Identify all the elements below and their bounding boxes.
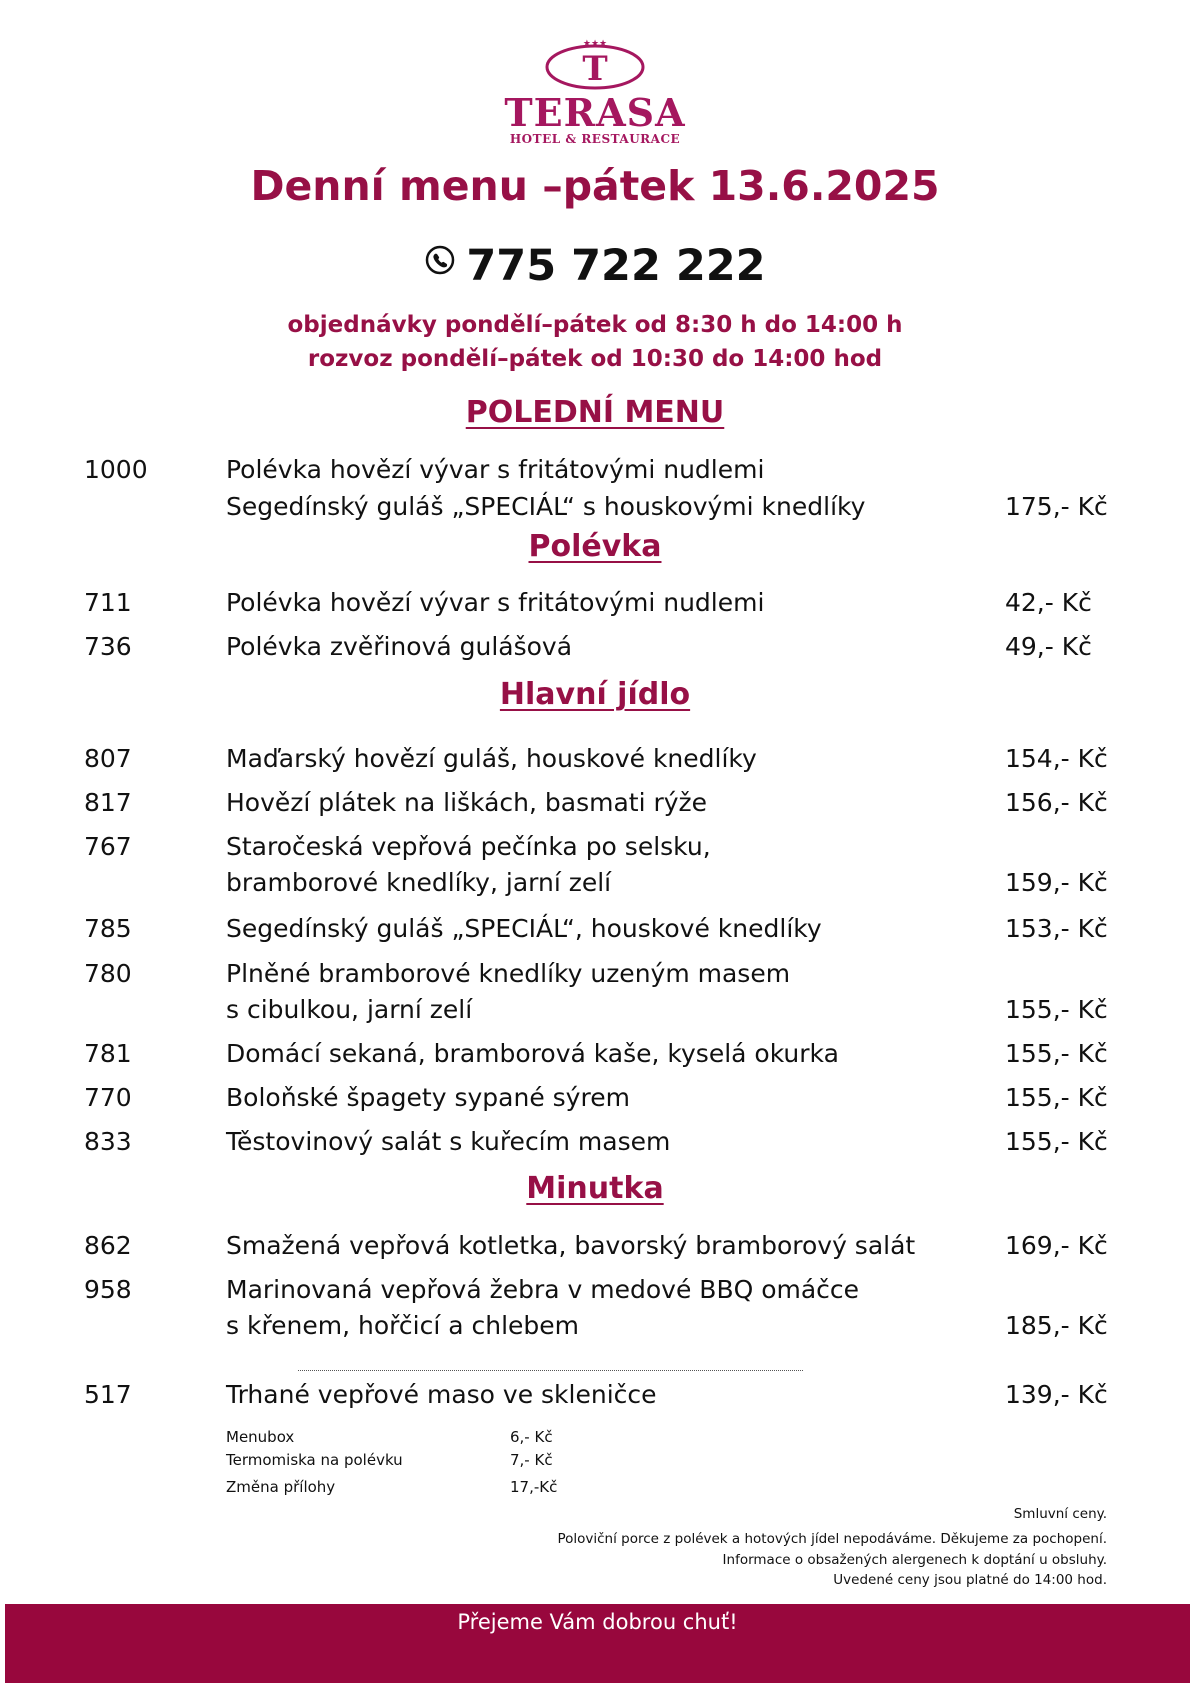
item-code: 780 bbox=[84, 959, 132, 988]
item-price: 169,- Kč bbox=[1005, 1231, 1108, 1260]
item-code: 862 bbox=[84, 1231, 132, 1260]
extra-name: Změna přílohy bbox=[226, 1478, 336, 1496]
item-code: 817 bbox=[84, 788, 132, 817]
phone-line bbox=[0, 232, 1190, 296]
note-price-validity: Uvedené ceny jsou platné do 14:00 hod. bbox=[833, 1572, 1107, 1588]
item-price: 139,- Kč bbox=[1005, 1380, 1108, 1409]
item-code: 833 bbox=[84, 1127, 132, 1156]
extra-name: Termomiska na polévku bbox=[226, 1451, 403, 1469]
phone-icon bbox=[424, 232, 456, 292]
item-name: Polévka hovězí vývar s fritátovými nudlemi bbox=[226, 455, 765, 484]
item-code: 781 bbox=[84, 1039, 132, 1068]
item-price: 159,- Kč bbox=[1005, 868, 1108, 897]
item-name: Staročeská vepřová pečínka po selsku, bbox=[226, 832, 711, 861]
section-soup: Polévka bbox=[528, 529, 662, 564]
extra-name: Menubox bbox=[226, 1428, 295, 1446]
item-code: 1000 bbox=[84, 455, 148, 484]
item-code: 807 bbox=[84, 744, 132, 773]
item-price: 185,- Kč bbox=[1005, 1311, 1108, 1340]
logo-stars: ★★★ bbox=[582, 39, 608, 49]
note-allergens: Informace o obsažených alergenech k doptání u obsluhy. bbox=[722, 1552, 1107, 1568]
item-name: Boloňské špagety sypané sýrem bbox=[226, 1083, 630, 1112]
hotel-logo bbox=[495, 36, 695, 151]
phone-number: 775 722 222 bbox=[466, 241, 766, 291]
item-name: Těstovinový salát s kuřecím masem bbox=[226, 1127, 671, 1156]
item-name: bramborové knedlíky, jarní zelí bbox=[226, 868, 612, 897]
item-name: Marinovaná vepřová žebra v medové BBQ omáčce bbox=[226, 1275, 860, 1304]
item-name: Polévka zvěřinová gulášová bbox=[226, 632, 573, 661]
page-title: Denní menu –pátek 13.6.2025 bbox=[250, 162, 940, 210]
item-name: Trhané vepřové maso ve skleničce bbox=[226, 1380, 657, 1409]
note-half-portions: Poloviční porce z polévek a hotových jídel nepodáváme. Děkujeme za pochopení. bbox=[557, 1531, 1107, 1547]
item-code: 958 bbox=[84, 1275, 132, 1304]
item-name: Smažená vepřová kotletka, bavorský bramborový salát bbox=[226, 1231, 916, 1260]
extra-price: 17,-Kč bbox=[510, 1478, 558, 1496]
item-name: Segedínský guláš „SPECIÁL“, houskové knedlíky bbox=[226, 914, 822, 943]
logo-subtitle: HOTEL & RESTAURACE bbox=[509, 132, 681, 146]
item-name: s křenem, hořčicí a chlebem bbox=[226, 1311, 580, 1340]
item-code: 711 bbox=[84, 588, 132, 617]
logo-emblem bbox=[543, 36, 647, 92]
item-price: 154,- Kč bbox=[1005, 744, 1108, 773]
item-code: 770 bbox=[84, 1083, 132, 1112]
note-contract-prices: Smluvní ceny. bbox=[1013, 1506, 1107, 1522]
section-minutka: Minutka bbox=[526, 1171, 664, 1206]
extra-price: 7,- Kč bbox=[510, 1451, 553, 1469]
item-price: 155,- Kč bbox=[1005, 1127, 1108, 1156]
item-code: 736 bbox=[84, 632, 132, 661]
item-price: 42,- Kč bbox=[1005, 588, 1092, 617]
item-name: Maďarský hovězí guláš, houskové knedlíky bbox=[226, 744, 757, 773]
item-name: Plněné bramborové knedlíky uzeným masem bbox=[226, 959, 791, 988]
section-main: Hlavní jídlo bbox=[499, 677, 691, 712]
item-price: 153,- Kč bbox=[1005, 914, 1108, 943]
item-name: Polévka hovězí vývar s fritátovými nudlemi bbox=[226, 588, 765, 617]
logo-name: TERASA bbox=[504, 90, 686, 135]
item-price: 155,- Kč bbox=[1005, 995, 1108, 1024]
item-code: 785 bbox=[84, 914, 132, 943]
item-name: Domácí sekaná, bramborová kaše, kyselá okurka bbox=[226, 1039, 839, 1068]
item-price: 155,- Kč bbox=[1005, 1039, 1108, 1068]
dotted-divider bbox=[298, 1370, 803, 1371]
section-lunch-menu: POLEDNÍ MENU bbox=[465, 395, 725, 430]
footer-message: Přejeme Vám dobrou chuť! bbox=[457, 1610, 738, 1634]
delivery-hours: rozvoz pondělí–pátek od 10:30 do 14:00 hod bbox=[307, 346, 883, 372]
item-price: 175,- Kč bbox=[1005, 492, 1108, 521]
item-code: 517 bbox=[84, 1380, 132, 1409]
item-price: 155,- Kč bbox=[1005, 1083, 1108, 1112]
extra-price: 6,- Kč bbox=[510, 1428, 553, 1446]
item-name: Hovězí plátek na liškách, basmati rýže bbox=[226, 788, 708, 817]
item-price: 49,- Kč bbox=[1005, 632, 1092, 661]
item-code: 767 bbox=[84, 832, 132, 861]
item-price: 156,- Kč bbox=[1005, 788, 1108, 817]
item-name: s cibulkou, jarní zelí bbox=[226, 995, 473, 1024]
logo-letter: T bbox=[582, 49, 608, 89]
order-hours: objednávky pondělí–pátek od 8:30 h do 14:00 h bbox=[287, 312, 903, 338]
item-name: Segedínský guláš „SPECIÁL“ s houskovými knedlíky bbox=[226, 492, 866, 521]
